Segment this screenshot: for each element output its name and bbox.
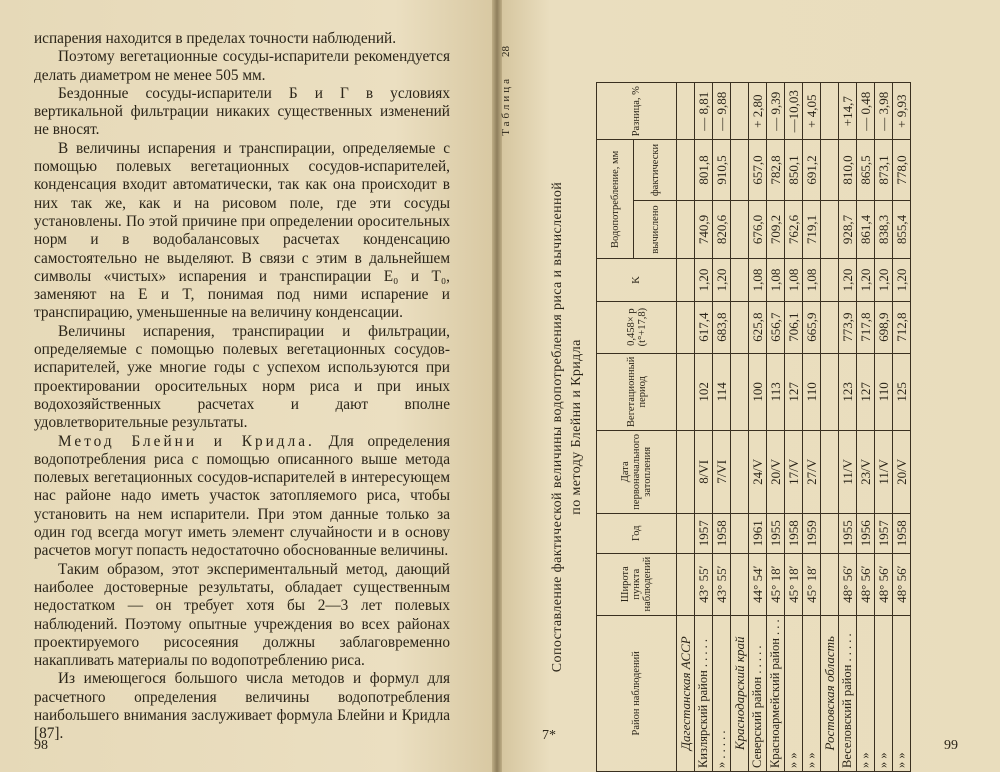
empty-cell [731, 83, 749, 140]
header-period: Вегетационный период [597, 353, 677, 430]
cell-diff: + 4,05 [803, 83, 821, 140]
cell-lat: 45° 18′ [803, 553, 821, 615]
cell-actual: 873,1 [875, 140, 893, 200]
page-number-right: 99 [944, 738, 958, 753]
cell-lat: 44° 54′ [749, 553, 767, 615]
cell-k: 1,20 [839, 259, 857, 301]
cell-lat: 43° 55′ [713, 553, 731, 615]
paragraph: В величины испарения и транспирации, определяемые с помощью полевых вегетационных сосудов-испарителей, конденсация входит автоматически, так как она происходит в них так же, как и на рисовом поле, где эти сосуды установлены. По этой причине при определении оросительных норм и в водобалансовых расчетах конденсацию самостоятельно не выделяют. В связи с этим в дальнейшем символы «чистых» испарения и транспирации E₀ и T₀, заменяют на E и T, понимая под ними испарение и транспирацию, уменьшенные на величину конденсации. [34, 139, 450, 322]
cell-diff: + 9,93 [893, 83, 911, 140]
table-number: 28 [500, 46, 512, 57]
signature-mark: 7* [542, 728, 556, 743]
cell-date: 20/V [893, 430, 911, 513]
cell-k: 1,20 [695, 259, 713, 301]
cell-k: 1,08 [767, 259, 785, 301]
cell-actual: 801,8 [695, 140, 713, 200]
cell-formula: 665,9 [803, 301, 821, 353]
cell-k: 1,20 [875, 259, 893, 301]
cell-year: 1955 [767, 513, 785, 553]
cell-calc: 861,4 [857, 200, 875, 259]
table-row [713, 83, 731, 772]
cell-actual: 850,1 [785, 140, 803, 200]
cell-diff: —10,03 [785, 83, 803, 140]
cell-k: 1,08 [749, 259, 767, 301]
cell-formula: 712,8 [893, 301, 911, 353]
cell-year: 1957 [695, 513, 713, 553]
empty-cell [821, 200, 839, 259]
empty-cell [731, 353, 749, 430]
empty-cell [731, 259, 749, 301]
cell-calc: 762,6 [785, 200, 803, 259]
cell-diff: +14,7 [839, 83, 857, 140]
table-row [893, 83, 911, 772]
cell-lat: 48° 56′ [893, 553, 911, 615]
cell-formula: 617,4 [695, 301, 713, 353]
empty-cell [821, 353, 839, 430]
header-region: Район наблюдений [597, 615, 677, 771]
table-row [749, 83, 767, 772]
page-number-left: 98 [34, 738, 48, 753]
empty-cell [821, 259, 839, 301]
cell-lat: 48° 56′ [857, 553, 875, 615]
method-paragraph [34, 433, 450, 561]
group-name: Краснодарский край [731, 615, 749, 771]
table-row [767, 83, 785, 772]
cell-calc: 928,7 [839, 200, 857, 259]
empty-cell [731, 301, 749, 353]
cell-diff: — 8,81 [695, 83, 713, 140]
header-water-use: Водопотребление, мм [597, 140, 634, 259]
left-page-text [34, 30, 450, 744]
cell-period: 125 [893, 353, 911, 430]
cell-actual: 778,0 [893, 140, 911, 200]
cell-calc: 709,2 [767, 200, 785, 259]
table-label: Таблица [500, 76, 512, 136]
table-title-line1: Сопоставление фактической величины водопотребления риса и вычисленной [550, 181, 565, 673]
empty-cell [731, 200, 749, 259]
empty-cell [731, 430, 749, 513]
cell-year: 1956 [857, 513, 875, 553]
cell-lat: 48° 56′ [839, 553, 857, 615]
paragraph: испарения находится в пределах точности наблюдений. [34, 30, 397, 47]
cell-period: 100 [749, 353, 767, 430]
cell-period: 114 [713, 353, 731, 430]
cell-region: » » [785, 615, 803, 771]
cell-diff: — 9,88 [713, 83, 731, 140]
cell-region: » . . . . . [713, 615, 731, 771]
method-text: Для определения водопотребления риса с помощью описанного выше метода полевых вегетационных сосудов-испарителей в интересующем нас районе надо иметь участок затопляемого риса, чтобы установить на нем испарители. При этом данные только за один год всегда могут иметь элемент случайности и в основу расчетов могут попасть недостаточно обоснованные величины. [34, 432, 451, 560]
cell-calc: 820,6 [713, 200, 731, 259]
cell-date: 23/V [857, 430, 875, 513]
table-row [839, 83, 857, 772]
cell-period: 123 [839, 353, 857, 430]
table-row [857, 83, 875, 772]
cell-period: 110 [875, 353, 893, 430]
cell-region: Веселовский район . . . . . [839, 615, 857, 771]
empty-cell [677, 553, 695, 615]
cell-actual: 910,5 [713, 140, 731, 200]
group-name: Дагестанская АССР [677, 615, 695, 771]
cell-calc: 838,3 [875, 200, 893, 259]
empty-cell [731, 140, 749, 200]
cell-actual: 657,0 [749, 140, 767, 200]
empty-cell [677, 430, 695, 513]
cell-date: 11/V [839, 430, 857, 513]
cell-formula: 656,7 [767, 301, 785, 353]
header-k: K [597, 259, 677, 301]
empty-cell [677, 259, 695, 301]
empty-cell [821, 513, 839, 553]
cell-year: 1958 [785, 513, 803, 553]
cell-actual: 810,0 [839, 140, 857, 200]
cell-diff: — 0,48 [857, 83, 875, 140]
cell-formula: 773,9 [839, 301, 857, 353]
empty-cell [677, 140, 695, 200]
table-row [875, 83, 893, 772]
cell-calc: 855,4 [893, 200, 911, 259]
table-row [695, 83, 713, 772]
cell-k: 1,20 [857, 259, 875, 301]
cell-period: 110 [803, 353, 821, 430]
cell-date: 20/V [767, 430, 785, 513]
cell-k: 1,20 [893, 259, 911, 301]
paragraph: Таким образом, этот экспериментальный метод, дающий наиболее достоверные результаты, обладает существенным недостатком — он требует хотя бы 2—3 лет полевых наблюдений. Поэтому опытные учреждения во всех районах проектируемого рисосеяния должны заблаговременно накапливать материалы по водопотреблению риса. [34, 560, 450, 670]
cell-actual: 691,2 [803, 140, 821, 200]
paragraph: Из имеющегося большого числа методов и формул для расчетного определения величины водопотребления наибольшего внимания заслуживает формула Блейни и Кридла [87]. [34, 670, 450, 743]
header-formula: 0,458× p (t°+17,8) [597, 301, 677, 353]
cell-formula: 706,1 [785, 301, 803, 353]
group-row [821, 83, 839, 772]
table-title-line2: по методу Блейни и Кридла [569, 339, 584, 515]
group-name: Ростовская область [821, 615, 839, 771]
cell-year: 1961 [749, 513, 767, 553]
header-latitude: Широта пункта наблюдений [597, 553, 677, 615]
cell-year: 1957 [875, 513, 893, 553]
table-row [785, 83, 803, 772]
method-heading: Метод Блейни и Кридла. [58, 432, 315, 450]
cell-date: 11/V [875, 430, 893, 513]
cell-region: Красноармейский район . . . [767, 615, 785, 771]
header-calc: вычислено [634, 200, 677, 259]
cell-date: 24/V [749, 430, 767, 513]
cell-region: Северский район . . . . . [749, 615, 767, 771]
empty-cell [821, 301, 839, 353]
empty-cell [677, 353, 695, 430]
cell-date: 7/VI [713, 430, 731, 513]
cell-formula: 717,8 [857, 301, 875, 353]
cell-year: 1955 [839, 513, 857, 553]
cell-formula: 698,9 [875, 301, 893, 353]
cell-region: » » [857, 615, 875, 771]
cell-year: 1958 [893, 513, 911, 553]
empty-cell [821, 83, 839, 140]
paragraph: Бездонные сосуды-испарители Б и Г в условиях вертикальной фильтрации никаких существенных изменений не вносят. [34, 84, 450, 139]
empty-cell [821, 553, 839, 615]
paragraph: Величины испарения, транспирации и фильтрации, определяемые с помощью полевых вегетационных сосудов-испарителей, уже многие годы с успехом используются при проектировании оросительных норм риса и при иных водохозяйственных расчетах и дают вполне удовлетворительные результаты. [34, 322, 450, 432]
cell-lat: 43° 55′ [695, 553, 713, 615]
cell-calc: 676,0 [749, 200, 767, 259]
empty-cell [677, 83, 695, 140]
empty-cell [821, 430, 839, 513]
group-row [677, 83, 695, 772]
table-row [803, 83, 821, 772]
header-date: Дата первоначального затопления [597, 430, 677, 513]
cell-year: 1958 [713, 513, 731, 553]
cell-actual: 782,8 [767, 140, 785, 200]
header-year: Год [597, 513, 677, 553]
group-row [731, 83, 749, 772]
cell-year: 1959 [803, 513, 821, 553]
cell-region: Кизлярский район . . . . . [695, 615, 713, 771]
cell-region: » » [803, 615, 821, 771]
rotated-table-block [500, 42, 940, 772]
cell-region: » » [875, 615, 893, 771]
cell-diff: — 9,39 [767, 83, 785, 140]
cell-diff: + 2,80 [749, 83, 767, 140]
header-diff: Разница, % [597, 83, 677, 140]
cell-diff: — 3,98 [875, 83, 893, 140]
cell-k: 1,08 [803, 259, 821, 301]
cell-lat: 48° 56′ [875, 553, 893, 615]
empty-cell [677, 301, 695, 353]
empty-cell [731, 553, 749, 615]
empty-cell [677, 200, 695, 259]
empty-cell [677, 513, 695, 553]
cell-calc: 740,9 [695, 200, 713, 259]
cell-lat: 45° 18′ [785, 553, 803, 615]
empty-cell [731, 513, 749, 553]
cell-region: » » [893, 615, 911, 771]
cell-date: 17/V [785, 430, 803, 513]
cell-k: 1,08 [785, 259, 803, 301]
empty-cell [821, 140, 839, 200]
cell-date: 8/VI [695, 430, 713, 513]
water-use-table [596, 82, 911, 772]
cell-period: 127 [857, 353, 875, 430]
cell-formula: 683,8 [713, 301, 731, 353]
cell-date: 27/V [803, 430, 821, 513]
cell-calc: 719,1 [803, 200, 821, 259]
header-actual: фактически [634, 140, 677, 200]
cell-period: 113 [767, 353, 785, 430]
cell-k: 1,20 [713, 259, 731, 301]
cell-lat: 45° 18′ [767, 553, 785, 615]
cell-period: 102 [695, 353, 713, 430]
paragraph: Поэтому вегетационные сосуды-испарители рекомендуется делать диаметром не менее 505 мм. [34, 48, 450, 84]
cell-formula: 625,8 [749, 301, 767, 353]
table-body [677, 83, 911, 772]
cell-actual: 865,5 [857, 140, 875, 200]
left-page [0, 0, 494, 772]
cell-period: 127 [785, 353, 803, 430]
